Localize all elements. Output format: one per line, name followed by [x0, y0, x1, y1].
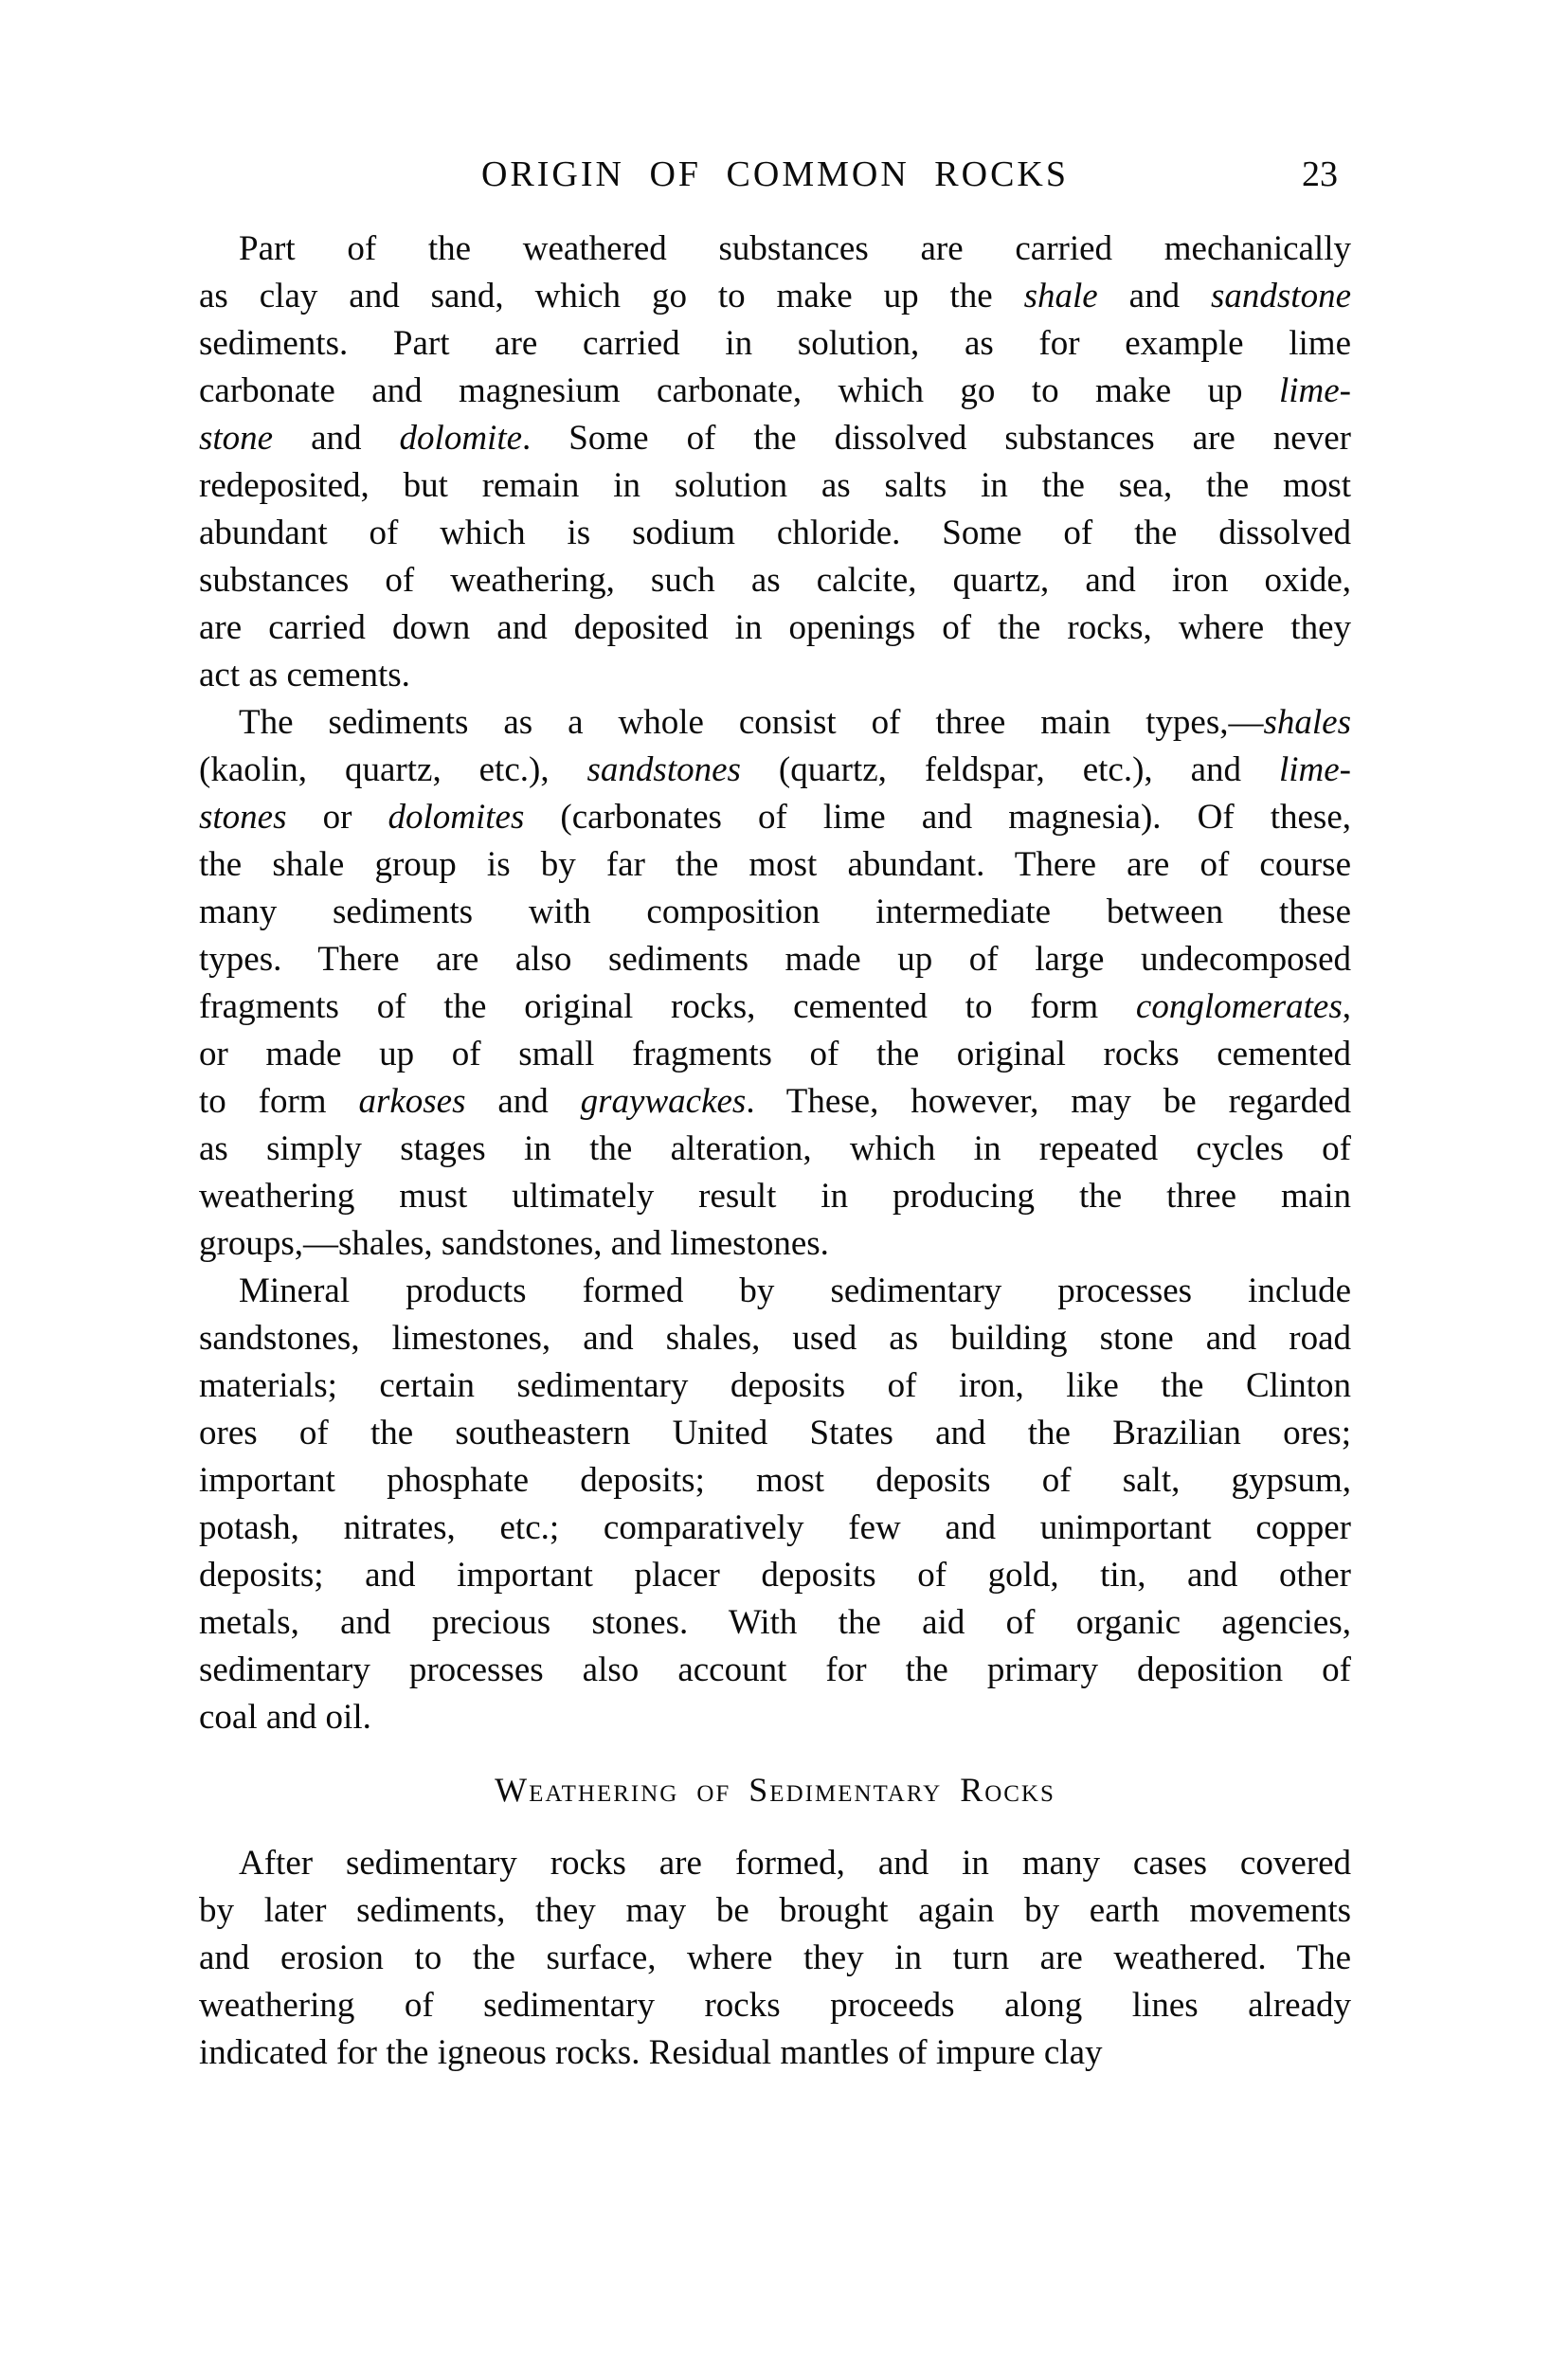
- paragraph: [199, 699, 1351, 1268]
- text-line: types. There are also sediments made up of large undecomposed: [199, 940, 1351, 979]
- text-line: sandstones, limestones, and shales, used as building stone and road: [199, 1319, 1351, 1358]
- running-head-title: ORIGIN OF COMMON ROCKS: [480, 154, 1070, 194]
- text-line: and erosion to the surface, where they in turn are weathered. The: [199, 1938, 1351, 1977]
- text-line: groups,—shales, sandstones, and limestones.: [199, 1224, 829, 1263]
- text-line: (kaolin, quartz, etc.), sandstones (quartz, feldspar, etc.), and lime-: [199, 750, 1351, 789]
- paragraph: [199, 225, 1351, 699]
- section-heading: Weathering of Sedimentary Rocks: [495, 1771, 1055, 1809]
- text-line: Part of the weathered substances are carried mechanically: [239, 229, 1351, 268]
- text-line: The sediments as a whole consist of three main types,—shales: [239, 703, 1351, 742]
- body-text: [199, 225, 1351, 2077]
- text-line: act as cements.: [199, 656, 410, 694]
- text-line: Mineral products formed by sedimentary processes include: [239, 1271, 1351, 1310]
- paragraph: [199, 1840, 1351, 2077]
- text-line: After sedimentary rocks are formed, and in many cases covered: [239, 1844, 1351, 1883]
- text-line: fragments of the original rocks, cemented to form conglomerates,: [199, 987, 1351, 1026]
- text-line: weathering of sedimentary rocks proceeds along lines already: [199, 1986, 1351, 2025]
- text-line: potash, nitrates, etc.; comparatively few and unimportant copper: [199, 1508, 1351, 1547]
- text-line: as clay and sand, which go to make up the shale and sandstone: [199, 277, 1351, 316]
- text-line: deposits; and important placer deposits of gold, tin, and other: [199, 1556, 1351, 1595]
- text-line: indicated for the igneous rocks. Residual mantles of impure clay: [199, 2033, 1103, 2072]
- text-line: coal and oil.: [199, 1698, 371, 1737]
- text-line: sediments. Part are carried in solution, as for example lime: [199, 324, 1351, 363]
- text-line: carbonate and magnesium carbonate, which go to make up lime-: [199, 371, 1351, 410]
- text-line: sedimentary processes also account for the primary deposition of: [199, 1650, 1351, 1689]
- text-line: abundant of which is sodium chloride. Some of the dissolved: [199, 514, 1351, 552]
- text-line: important phosphate deposits; most deposits of salt, gypsum,: [199, 1461, 1351, 1500]
- page-number: 23: [1302, 154, 1338, 194]
- text-line: redeposited, but remain in solution as salts in the sea, the most: [199, 466, 1351, 505]
- text-line: many sediments with composition intermediate between these: [199, 892, 1351, 931]
- page-header: [199, 152, 1351, 197]
- text-line: or made up of small fragments of the original rocks cemented: [199, 1035, 1351, 1073]
- text-line: by later sediments, they may be brought again by earth movements: [199, 1891, 1351, 1930]
- text-line: ores of the southeastern United States and the Brazilian ores;: [199, 1414, 1351, 1452]
- text-line: as simply stages in the alteration, which in repeated cycles of: [199, 1129, 1351, 1168]
- text-line: substances of weathering, such as calcite, quartz, and iron oxide,: [199, 561, 1351, 600]
- text-line: to form arkoses and graywackes. These, however, may be regarded: [199, 1082, 1351, 1121]
- text-line: are carried down and deposited in openings of the rocks, where they: [199, 608, 1351, 647]
- text-line: stones or dolomites (carbonates of lime and magnesia). Of these,: [199, 798, 1351, 837]
- text-line: stone and dolomite. Some of the dissolved substances are never: [199, 419, 1351, 458]
- paragraph: [199, 1268, 1351, 1741]
- text-column: [199, 152, 1351, 2077]
- text-line: the shale group is by far the most abundant. There are of course: [199, 845, 1351, 884]
- text-line: materials; certain sedimentary deposits of iron, like the Clinton: [199, 1366, 1351, 1405]
- text-line: metals, and precious stones. With the aid of organic agencies,: [199, 1603, 1351, 1642]
- text-line: weathering must ultimately result in producing the three main: [199, 1177, 1351, 1216]
